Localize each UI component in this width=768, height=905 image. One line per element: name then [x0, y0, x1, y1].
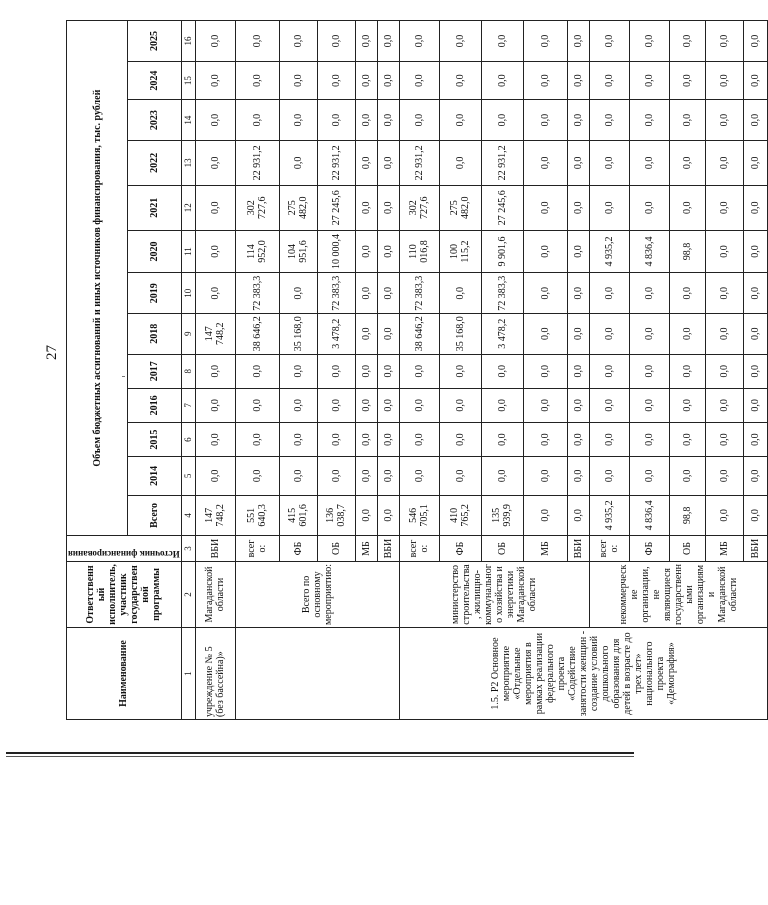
value-cell: 0,0 — [629, 140, 669, 185]
value-cell: 0,0 — [743, 388, 767, 422]
source-cell: МБ — [355, 536, 377, 562]
value-cell: 147 748,2 — [195, 314, 235, 355]
value-cell: 0,0 — [669, 21, 705, 62]
value-cell: 0,0 — [195, 100, 235, 141]
source-cell: ВБИ — [567, 536, 589, 562]
value-cell: 0,0 — [669, 61, 705, 99]
header-source-text: Источник финансирования — [68, 548, 180, 559]
value-cell: 0,0 — [317, 100, 355, 141]
value-cell: 35 168,0 — [439, 314, 481, 355]
value-cell: 3 478,2 — [481, 314, 523, 355]
value-cell: 0,0 — [567, 457, 589, 495]
value-cell: 0,0 — [567, 422, 589, 456]
value-cell: 0,0 — [589, 422, 629, 456]
column-number: 14 — [181, 100, 195, 141]
value-cell: 4 836,4 — [629, 230, 669, 273]
value-cell: 0,0 — [589, 61, 629, 99]
column-number: 16 — [181, 21, 195, 62]
value-cell: 0,0 — [669, 388, 705, 422]
value-cell: 0,0 — [439, 100, 481, 141]
value-cell: 0,0 — [589, 21, 629, 62]
value-cell: 551 640,3 — [235, 495, 279, 536]
value-cell: 38 646,2 — [399, 314, 439, 355]
column-number: 2 — [181, 561, 195, 627]
value-cell: 0,0 — [629, 21, 669, 62]
value-cell: 0,0 — [439, 140, 481, 185]
column-number: 3 — [181, 536, 195, 562]
value-cell: 0,0 — [279, 422, 317, 456]
value-cell: 0,0 — [377, 314, 399, 355]
value-cell: 0,0 — [481, 100, 523, 141]
value-cell: 22 931,2 — [399, 140, 439, 185]
value-cell: 0,0 — [629, 100, 669, 141]
column-number: 1 — [181, 628, 195, 720]
value-cell: 0,0 — [589, 314, 629, 355]
value-cell: 275 482,0 — [439, 185, 481, 230]
value-cell: 100 115,2 — [439, 230, 481, 273]
value-cell: 38 646,2 — [235, 314, 279, 355]
value-cell: 0,0 — [705, 61, 743, 99]
responsible-cell: Магаданской области — [195, 561, 235, 627]
value-cell: 114 952,0 — [235, 230, 279, 273]
value-cell: 0,0 — [629, 314, 669, 355]
value-cell: 0,0 — [481, 354, 523, 388]
value-cell: 0,0 — [743, 495, 767, 536]
value-cell: 0,0 — [523, 273, 567, 314]
value-cell: 0,0 — [399, 354, 439, 388]
value-cell: 10 000,4 — [317, 230, 355, 273]
header-responsible: Ответственный исполнитель, участник государственной программы — [67, 561, 182, 627]
value-cell: 0,0 — [317, 354, 355, 388]
value-cell: 0,0 — [705, 457, 743, 495]
value-cell: 0,0 — [567, 140, 589, 185]
value-cell: 0,0 — [523, 185, 567, 230]
value-cell: 0,0 — [195, 388, 235, 422]
horizontal-rule-thin — [6, 756, 634, 757]
value-cell: 0,0 — [743, 273, 767, 314]
value-cell: 0,0 — [523, 230, 567, 273]
value-cell: 0,0 — [669, 100, 705, 141]
value-cell: 0,0 — [355, 495, 377, 536]
header-year: 2023 — [128, 100, 181, 141]
value-cell: 0,0 — [355, 314, 377, 355]
value-cell: 0,0 — [567, 388, 589, 422]
value-cell: 0,0 — [481, 388, 523, 422]
value-cell: 0,0 — [523, 140, 567, 185]
header-year: 2014 — [128, 457, 181, 495]
value-cell: 0,0 — [355, 100, 377, 141]
value-cell: 0,0 — [317, 457, 355, 495]
name-cell: учреждение № 5 (без бассейна)» — [195, 628, 235, 720]
responsible-cell: Всего по основному мероприятию: — [235, 561, 399, 627]
value-cell: 0,0 — [377, 185, 399, 230]
value-cell: 0,0 — [705, 422, 743, 456]
header-year: 2024 — [128, 61, 181, 99]
value-cell: 9 901,6 — [481, 230, 523, 273]
header-source — [67, 536, 182, 562]
value-cell: 27 245,6 — [481, 185, 523, 230]
value-cell: 546 705,1 — [399, 495, 439, 536]
value-cell: 0,0 — [629, 185, 669, 230]
value-cell: 0,0 — [355, 21, 377, 62]
header-total: Всего — [128, 495, 181, 536]
value-cell: 0,0 — [523, 100, 567, 141]
value-cell: 302 727,6 — [235, 185, 279, 230]
value-cell: 0,0 — [195, 422, 235, 456]
value-cell: 35 168,0 — [279, 314, 317, 355]
value-cell: 0,0 — [589, 354, 629, 388]
value-cell: 72 383,3 — [317, 273, 355, 314]
value-cell: 0,0 — [317, 422, 355, 456]
header-name: Наименование — [67, 628, 182, 720]
value-cell: 0,0 — [399, 457, 439, 495]
value-cell: 22 931,2 — [481, 140, 523, 185]
column-number: 13 — [181, 140, 195, 185]
value-cell: 0,0 — [399, 100, 439, 141]
value-cell: 0,0 — [279, 140, 317, 185]
value-cell: 302 727,6 — [399, 185, 439, 230]
column-number: 7 — [181, 388, 195, 422]
value-cell: 0,0 — [439, 388, 481, 422]
value-cell: 0,0 — [279, 457, 317, 495]
value-cell: 0,0 — [743, 422, 767, 456]
value-cell: 0,0 — [355, 61, 377, 99]
value-cell: 0,0 — [743, 230, 767, 273]
table-row — [589, 21, 629, 720]
value-cell: 0,0 — [235, 21, 279, 62]
column-number: 8 — [181, 354, 195, 388]
source-cell: ОБ — [481, 536, 523, 562]
value-cell: 0,0 — [705, 273, 743, 314]
header-year: 2018 — [128, 314, 181, 355]
source-cell: ВБИ — [377, 536, 399, 562]
header-year: 2022 — [128, 140, 181, 185]
value-cell: 0,0 — [399, 388, 439, 422]
value-cell: 0,0 — [377, 273, 399, 314]
value-cell: 0,0 — [589, 185, 629, 230]
source-cell: ОБ — [669, 536, 705, 562]
header-year: 2016 — [128, 388, 181, 422]
value-cell: 0,0 — [567, 495, 589, 536]
column-number: 15 — [181, 61, 195, 99]
source-cell: ОБ — [317, 536, 355, 562]
header-volume: Объем бюджетных ассигнований и иных источников финансирования, тыс. рублей — [67, 21, 128, 536]
value-cell: 147 748,2 — [195, 495, 235, 536]
value-cell: 0,0 — [355, 185, 377, 230]
value-cell: 0,0 — [481, 422, 523, 456]
value-cell: 0,0 — [279, 388, 317, 422]
value-cell: 0,0 — [567, 61, 589, 99]
value-cell: 0,0 — [705, 314, 743, 355]
name-cell — [235, 628, 399, 720]
value-cell: 0,0 — [629, 273, 669, 314]
value-cell: 136 038,7 — [317, 495, 355, 536]
column-number: 11 — [181, 230, 195, 273]
value-cell: 0,0 — [399, 61, 439, 99]
source-cell: МБ — [523, 536, 567, 562]
value-cell: 415 601,6 — [279, 495, 317, 536]
source-cell: ФБ — [629, 536, 669, 562]
value-cell: 0,0 — [523, 457, 567, 495]
value-cell: 0,0 — [235, 457, 279, 495]
value-cell: 0,0 — [705, 495, 743, 536]
value-cell: 4 935,2 — [589, 230, 629, 273]
value-cell: 72 383,3 — [399, 273, 439, 314]
value-cell: 72 383,3 — [481, 273, 523, 314]
header-year: 2019 — [128, 273, 181, 314]
value-cell: 0,0 — [629, 354, 669, 388]
value-cell: 4 836,4 — [629, 495, 669, 536]
horizontal-rule — [6, 752, 634, 754]
value-cell: 0,0 — [399, 422, 439, 456]
value-cell: 0,0 — [279, 273, 317, 314]
value-cell: 0,0 — [355, 457, 377, 495]
table-row — [195, 21, 235, 720]
source-cell: ФБ — [439, 536, 481, 562]
value-cell: 0,0 — [629, 457, 669, 495]
value-cell: 0,0 — [589, 140, 629, 185]
value-cell: 0,0 — [705, 230, 743, 273]
value-cell: 0,0 — [377, 354, 399, 388]
value-cell: 0,0 — [523, 354, 567, 388]
value-cell: 0,0 — [523, 314, 567, 355]
value-cell: 0,0 — [743, 61, 767, 99]
value-cell: 0,0 — [399, 21, 439, 62]
value-cell: 0,0 — [705, 354, 743, 388]
value-cell: 0,0 — [377, 388, 399, 422]
value-cell: 0,0 — [355, 140, 377, 185]
value-cell: 0,0 — [235, 354, 279, 388]
value-cell: 0,0 — [279, 354, 317, 388]
value-cell: 0,0 — [481, 61, 523, 99]
value-cell: 104 951,6 — [279, 230, 317, 273]
value-cell: 0,0 — [481, 457, 523, 495]
value-cell: 0,0 — [589, 457, 629, 495]
value-cell: 98,8 — [669, 495, 705, 536]
table-row — [235, 21, 279, 720]
value-cell: 0,0 — [377, 100, 399, 141]
value-cell: 0,0 — [669, 314, 705, 355]
value-cell: 0,0 — [377, 422, 399, 456]
value-cell: 0,0 — [589, 273, 629, 314]
value-cell: 0,0 — [589, 388, 629, 422]
value-cell: 0,0 — [743, 21, 767, 62]
value-cell: 0,0 — [669, 273, 705, 314]
value-cell: 0,0 — [705, 185, 743, 230]
value-cell: 0,0 — [377, 21, 399, 62]
value-cell: 0,0 — [669, 140, 705, 185]
value-cell: 0,0 — [743, 100, 767, 141]
value-cell: 0,0 — [567, 185, 589, 230]
source-cell: ВБИ — [195, 536, 235, 562]
value-cell: 0,0 — [629, 61, 669, 99]
value-cell: 0,0 — [523, 21, 567, 62]
value-cell: 0,0 — [195, 354, 235, 388]
value-cell: 0,0 — [235, 100, 279, 141]
value-cell: 0,0 — [195, 185, 235, 230]
value-cell: 0,0 — [567, 354, 589, 388]
header-year: 2025 — [128, 21, 181, 62]
header-year: 2017 — [128, 354, 181, 388]
value-cell: 0,0 — [355, 273, 377, 314]
value-cell: 0,0 — [705, 388, 743, 422]
value-cell: 0,0 — [377, 61, 399, 99]
value-cell: 0,0 — [523, 61, 567, 99]
source-cell: всего: — [235, 536, 279, 562]
value-cell: 0,0 — [743, 140, 767, 185]
value-cell: 0,0 — [567, 314, 589, 355]
value-cell: 135 939,9 — [481, 495, 523, 536]
value-cell: 0,0 — [669, 422, 705, 456]
value-cell: 0,0 — [567, 230, 589, 273]
column-number: 4 — [181, 495, 195, 536]
source-cell: МБ — [705, 536, 743, 562]
value-cell: 3 478,2 — [317, 314, 355, 355]
value-cell: 0,0 — [743, 457, 767, 495]
value-cell: 0,0 — [377, 495, 399, 536]
value-cell: 0,0 — [705, 140, 743, 185]
value-cell: 0,0 — [195, 230, 235, 273]
value-cell: 72 383,3 — [235, 273, 279, 314]
value-cell: 0,0 — [317, 21, 355, 62]
page-number: 27 — [44, 345, 60, 360]
responsible-cell: министерство строительства, жилищно-коммунального хозяйства и энергетики Магаданской области — [399, 561, 589, 627]
value-cell: 0,0 — [195, 61, 235, 99]
value-cell: 22 931,2 — [235, 140, 279, 185]
column-number: 5 — [181, 457, 195, 495]
responsible-cell: некоммерческие организации, не являющиеся государственными организациями Магаданской области — [589, 561, 767, 627]
column-number: 9 — [181, 314, 195, 355]
value-cell: 0,0 — [377, 230, 399, 273]
value-cell: 0,0 — [523, 388, 567, 422]
value-cell: 0,0 — [567, 273, 589, 314]
value-cell: 0,0 — [669, 185, 705, 230]
value-cell: 0,0 — [705, 21, 743, 62]
value-cell: 0,0 — [235, 388, 279, 422]
value-cell: 110 016,8 — [399, 230, 439, 273]
value-cell: 0,0 — [195, 273, 235, 314]
value-cell: 0,0 — [195, 457, 235, 495]
value-cell: 0,0 — [669, 457, 705, 495]
value-cell: 275 482,0 — [279, 185, 317, 230]
value-cell: 22 931,2 — [317, 140, 355, 185]
value-cell: 0,0 — [567, 21, 589, 62]
value-cell: 98,8 — [669, 230, 705, 273]
value-cell: 0,0 — [567, 100, 589, 141]
table-row — [399, 21, 439, 720]
value-cell: 0,0 — [439, 457, 481, 495]
value-cell: 0,0 — [235, 422, 279, 456]
value-cell: 0,0 — [669, 354, 705, 388]
budget-table — [66, 20, 768, 720]
column-number: 12 — [181, 185, 195, 230]
value-cell: 410 765,2 — [439, 495, 481, 536]
source-cell: всего: — [399, 536, 439, 562]
value-cell: 0,0 — [195, 21, 235, 62]
value-cell: 27 245,6 — [317, 185, 355, 230]
value-cell: 0,0 — [743, 314, 767, 355]
value-cell: 0,0 — [279, 100, 317, 141]
header-year: 2021 — [128, 185, 181, 230]
value-cell: 0,0 — [439, 354, 481, 388]
value-cell: 0,0 — [439, 422, 481, 456]
value-cell: 0,0 — [355, 354, 377, 388]
value-cell: 0,0 — [279, 21, 317, 62]
value-cell: 0,0 — [317, 61, 355, 99]
header-year: 2015 — [128, 422, 181, 456]
value-cell: 0,0 — [589, 100, 629, 141]
name-cell: 1.5. Р2 Основное мероприятие «Отдельные мероприятия в рамках реализации федерального проекта «Содействие занятости женщин - создание условий дошкольного образования для детей в возрасте до трех лет» национального проекта «Демография» — [399, 628, 767, 720]
source-cell: ФБ — [279, 536, 317, 562]
value-cell: 0,0 — [235, 61, 279, 99]
source-cell: всего: — [589, 536, 629, 562]
rotated-table-wrapper — [66, 20, 761, 720]
source-cell: ВБИ — [743, 536, 767, 562]
value-cell: 0,0 — [743, 354, 767, 388]
header-year: 2020 — [128, 230, 181, 273]
value-cell: 0,0 — [377, 457, 399, 495]
value-cell: 0,0 — [705, 100, 743, 141]
value-cell: 0,0 — [523, 495, 567, 536]
value-cell: 0,0 — [743, 185, 767, 230]
value-cell: 4 935,2 — [589, 495, 629, 536]
value-cell: 0,0 — [629, 388, 669, 422]
value-cell: 0,0 — [439, 21, 481, 62]
value-cell: 0,0 — [481, 21, 523, 62]
value-cell: 0,0 — [355, 230, 377, 273]
value-cell: 0,0 — [523, 422, 567, 456]
column-number: 10 — [181, 273, 195, 314]
value-cell: 0,0 — [317, 388, 355, 422]
value-cell: 0,0 — [629, 422, 669, 456]
value-cell: 0,0 — [355, 388, 377, 422]
value-cell: 0,0 — [439, 61, 481, 99]
value-cell: 0,0 — [377, 140, 399, 185]
value-cell: 0,0 — [355, 422, 377, 456]
value-cell: 0,0 — [279, 61, 317, 99]
value-cell: 0,0 — [195, 140, 235, 185]
value-cell: 0,0 — [439, 273, 481, 314]
column-number: 6 — [181, 422, 195, 456]
